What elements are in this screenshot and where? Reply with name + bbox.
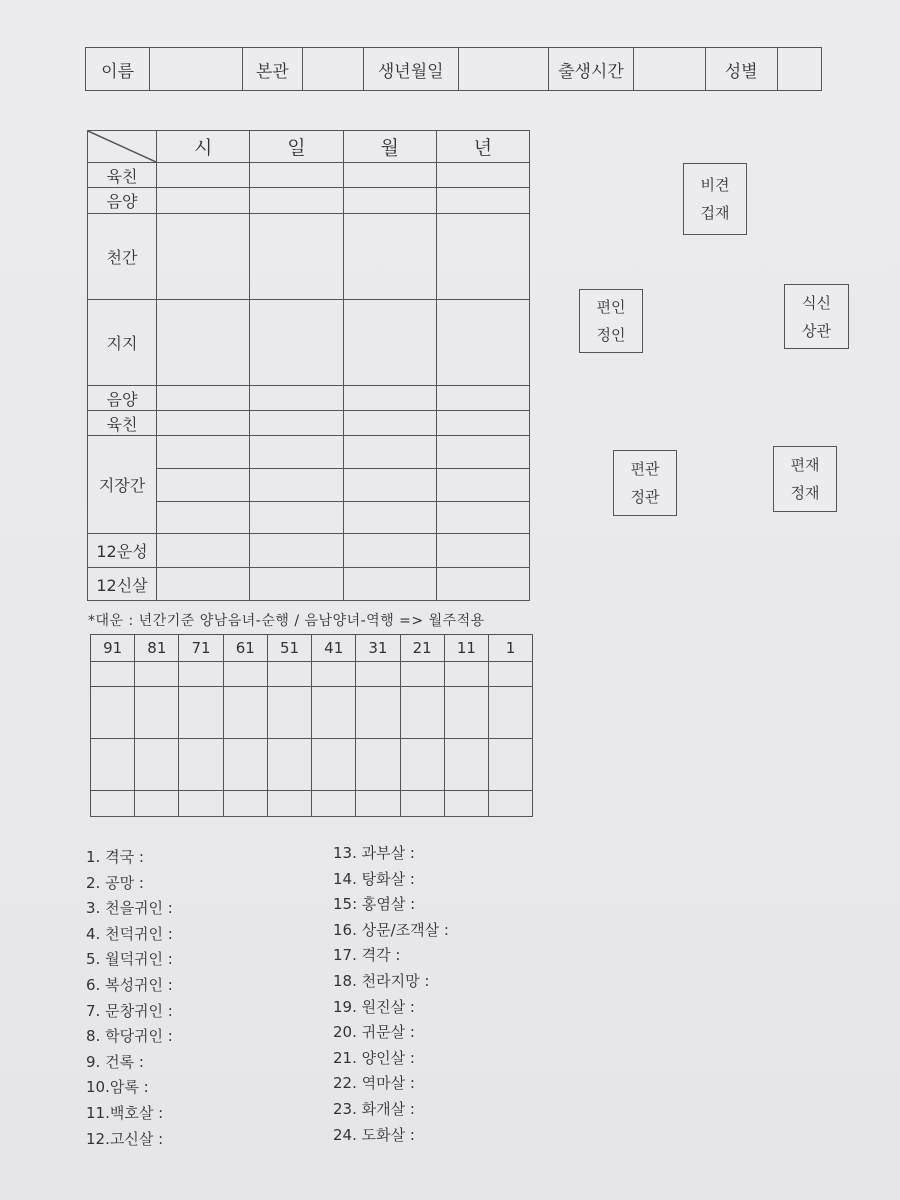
row-label-yukchin-bottom: 육친 xyxy=(88,411,157,436)
daeun-cell[interactable] xyxy=(356,662,400,687)
saju-cell[interactable] xyxy=(436,469,529,502)
sipsin-label: 정관 xyxy=(630,488,660,506)
list-item: 21. 양인살 : xyxy=(333,1048,415,1067)
saju-cell[interactable] xyxy=(436,386,529,411)
daeun-note: *대운 : 년간기준 양남음녀-순행 / 음남양녀-역행 => 월주적용 xyxy=(88,613,485,629)
saju-cell[interactable] xyxy=(157,411,250,436)
saju-cell[interactable] xyxy=(250,411,343,436)
saju-cell[interactable] xyxy=(436,502,529,534)
daeun-cell[interactable] xyxy=(91,687,135,739)
saju-cell[interactable] xyxy=(343,568,436,601)
sinsal-list-right xyxy=(333,841,449,1148)
saju-cell[interactable] xyxy=(250,436,343,469)
birthtime-field[interactable] xyxy=(633,48,705,91)
daeun-cell[interactable] xyxy=(135,791,179,817)
daeun-cell[interactable] xyxy=(135,687,179,739)
birthdate-label: 생년월일 xyxy=(363,48,458,91)
saju-cell[interactable] xyxy=(157,568,250,601)
saju-cell[interactable] xyxy=(436,300,529,386)
saju-cell[interactable] xyxy=(436,436,529,469)
saju-cell[interactable] xyxy=(343,502,436,534)
daeun-cell[interactable] xyxy=(135,662,179,687)
saju-cell[interactable] xyxy=(157,188,250,214)
daeun-cell[interactable] xyxy=(179,791,223,817)
daeun-cell[interactable] xyxy=(444,662,488,687)
saju-cell[interactable] xyxy=(157,436,250,469)
sipsin-label: 정인 xyxy=(596,326,626,344)
list-item: 12.고신살 : xyxy=(86,1129,164,1148)
sipsin-box-pyeonin-jeongin xyxy=(579,289,643,353)
saju-cell[interactable] xyxy=(436,188,529,214)
daeun-cell[interactable] xyxy=(223,687,267,739)
list-item: 1. 격국 : xyxy=(86,848,144,866)
saju-cell[interactable] xyxy=(250,502,343,534)
saju-cell[interactable] xyxy=(343,534,436,568)
daeun-cell[interactable] xyxy=(267,687,311,739)
daeun-age: 61 xyxy=(223,635,267,662)
saju-cell[interactable] xyxy=(157,163,250,188)
sipsin-label: 정재 xyxy=(790,484,820,502)
list-item: 20. 귀문살 : xyxy=(333,1023,415,1042)
sipsin-label: 식신 xyxy=(802,293,831,312)
row-label-12unseong: 12운성 xyxy=(88,534,157,568)
bongwan-label: 본관 xyxy=(242,48,302,91)
saju-cell[interactable] xyxy=(343,163,436,188)
daeun-cell[interactable] xyxy=(267,791,311,817)
column-header-year: 년 xyxy=(436,131,529,163)
daeun-cell[interactable] xyxy=(267,739,311,791)
list-item: 3. 천을귀인 : xyxy=(86,899,173,918)
daeun-cell[interactable] xyxy=(488,662,532,687)
saju-cell[interactable] xyxy=(436,568,529,601)
saju-cell[interactable] xyxy=(157,534,250,568)
name-label: 이름 xyxy=(86,48,150,91)
saju-cell[interactable] xyxy=(436,214,529,300)
saju-cell[interactable] xyxy=(157,300,250,386)
saju-cell[interactable] xyxy=(436,534,529,568)
saju-cell[interactable] xyxy=(343,436,436,469)
daeun-cell[interactable] xyxy=(223,791,267,817)
saju-cell[interactable] xyxy=(343,411,436,436)
sipsin-label: 편인 xyxy=(596,298,626,316)
daeun-cell[interactable] xyxy=(267,662,311,687)
daeun-cell[interactable] xyxy=(444,791,488,817)
daeun-cell[interactable] xyxy=(444,739,488,791)
sipsin-box-pyeonjae-jeongjae xyxy=(773,446,837,512)
daeun-cell[interactable] xyxy=(488,739,532,791)
list-item: 9. 건록 : xyxy=(86,1052,144,1071)
daeun-age: 31 xyxy=(356,635,400,662)
daeun-cell[interactable] xyxy=(312,662,356,687)
list-item: 17. 격각 : xyxy=(333,946,401,965)
daeun-cell[interactable] xyxy=(488,791,532,817)
row-label-12sinsal: 12신살 xyxy=(88,568,157,601)
daeun-cell[interactable] xyxy=(400,687,444,739)
daeun-cell[interactable] xyxy=(223,662,267,687)
list-item: 7. 문창귀인 : xyxy=(86,1001,173,1020)
name-field[interactable] xyxy=(150,48,242,91)
column-header-hour: 시 xyxy=(157,131,250,163)
daeun-age: 71 xyxy=(179,635,223,662)
daeun-cell[interactable] xyxy=(356,687,400,739)
daeun-cell[interactable] xyxy=(400,662,444,687)
saju-cell[interactable] xyxy=(250,300,343,386)
daeun-table xyxy=(90,634,533,817)
list-item: 24. 도화살 : xyxy=(333,1125,415,1144)
sipsin-label: 겁재 xyxy=(700,204,730,222)
saju-cell[interactable] xyxy=(250,163,343,188)
personal-info-table xyxy=(85,47,822,91)
saju-cell[interactable] xyxy=(343,300,436,386)
saju-cell[interactable] xyxy=(250,534,343,568)
daeun-age: 11 xyxy=(444,635,488,662)
daeun-age: 51 xyxy=(267,635,311,662)
column-header-month: 월 xyxy=(343,131,436,163)
list-item: 6. 복성귀인 : xyxy=(86,975,173,994)
daeun-cell[interactable] xyxy=(91,791,135,817)
saju-cell[interactable] xyxy=(157,502,250,534)
daeun-age: 91 xyxy=(91,635,135,662)
daeun-cell[interactable] xyxy=(356,791,400,817)
sipsin-box-bigyeon-geopjae xyxy=(683,163,747,235)
daeun-cell[interactable] xyxy=(312,739,356,791)
sinsal-list-left xyxy=(86,845,173,1152)
saju-cell[interactable] xyxy=(343,469,436,502)
list-item: 5. 월덕귀인 : xyxy=(86,950,173,969)
sipsin-box-siksin-sanggwan xyxy=(784,284,849,349)
saju-cell[interactable] xyxy=(343,386,436,411)
saju-cell[interactable] xyxy=(157,469,250,502)
row-label-yukchin-top: 육친 xyxy=(88,163,157,188)
sipsin-box-pyeongwan-jeonggwan xyxy=(613,450,677,516)
saju-cell[interactable] xyxy=(250,188,343,214)
saju-cell[interactable] xyxy=(250,386,343,411)
list-item: 13. 과부살 : xyxy=(333,844,415,862)
daeun-cell[interactable] xyxy=(223,739,267,791)
row-label-jijanggan: 지장간 xyxy=(88,436,157,534)
sipsin-label: 상관 xyxy=(802,321,831,340)
list-item: 19. 원진살 : xyxy=(333,997,415,1016)
column-header-day: 일 xyxy=(250,131,343,163)
saju-cell[interactable] xyxy=(157,386,250,411)
saju-cell[interactable] xyxy=(250,568,343,601)
daeun-cell[interactable] xyxy=(135,739,179,791)
birthtime-label: 출생시간 xyxy=(549,48,634,91)
sipsin-label: 편재 xyxy=(790,456,820,474)
daeun-cell[interactable] xyxy=(488,687,532,739)
daeun-cell[interactable] xyxy=(91,662,135,687)
saju-cell[interactable] xyxy=(343,188,436,214)
daeun-age: 1 xyxy=(488,635,532,662)
saju-cell[interactable] xyxy=(343,214,436,300)
saju-cell[interactable] xyxy=(157,214,250,300)
list-item: 2. 공망 : xyxy=(86,873,144,892)
list-item: 11.백호살 : xyxy=(86,1103,164,1122)
row-label-jiji: 지지 xyxy=(88,300,157,386)
list-item: 18. 천라지망 : xyxy=(333,971,430,990)
list-item: 8. 학당귀인 : xyxy=(86,1027,173,1046)
birthdate-field[interactable] xyxy=(458,48,548,91)
daeun-cell[interactable] xyxy=(179,687,223,739)
sipsin-label: 편관 xyxy=(630,460,660,478)
daeun-cell[interactable] xyxy=(312,791,356,817)
sipsin-label: 비견 xyxy=(700,176,730,194)
daeun-cell[interactable] xyxy=(400,739,444,791)
gender-label: 성별 xyxy=(705,48,777,91)
bongwan-field[interactable] xyxy=(302,48,363,91)
list-item: 4. 천덕귀인 : xyxy=(86,924,173,943)
row-label-eumyang-top: 음양 xyxy=(88,188,157,214)
daeun-cell[interactable] xyxy=(179,739,223,791)
daeun-age: 41 xyxy=(312,635,356,662)
daeun-cell[interactable] xyxy=(91,739,135,791)
list-item: 23. 화개살 : xyxy=(333,1099,415,1118)
saju-cell[interactable] xyxy=(436,411,529,436)
saju-pillars-table xyxy=(87,130,530,601)
daeun-age: 81 xyxy=(135,635,179,662)
list-item: 22. 역마살 : xyxy=(333,1074,415,1093)
gender-field[interactable] xyxy=(777,48,821,91)
row-label-cheongan: 천간 xyxy=(88,214,157,300)
saju-cell[interactable] xyxy=(436,163,529,188)
row-label-eumyang-bottom: 음양 xyxy=(88,386,157,411)
daeun-cell[interactable] xyxy=(444,687,488,739)
saju-cell[interactable] xyxy=(250,469,343,502)
daeun-cell[interactable] xyxy=(312,687,356,739)
daeun-cell[interactable] xyxy=(356,739,400,791)
list-item: 16. 상문/조객살 : xyxy=(333,920,449,939)
list-item: 15: 홍염살 : xyxy=(333,895,416,914)
daeun-cell[interactable] xyxy=(400,791,444,817)
list-item: 10.암록 : xyxy=(86,1078,149,1097)
saju-cell[interactable] xyxy=(250,214,343,300)
daeun-age: 21 xyxy=(400,635,444,662)
daeun-cell[interactable] xyxy=(179,662,223,687)
diagonal-header-cell xyxy=(88,131,157,163)
list-item: 14. 탕화살 : xyxy=(333,869,415,888)
